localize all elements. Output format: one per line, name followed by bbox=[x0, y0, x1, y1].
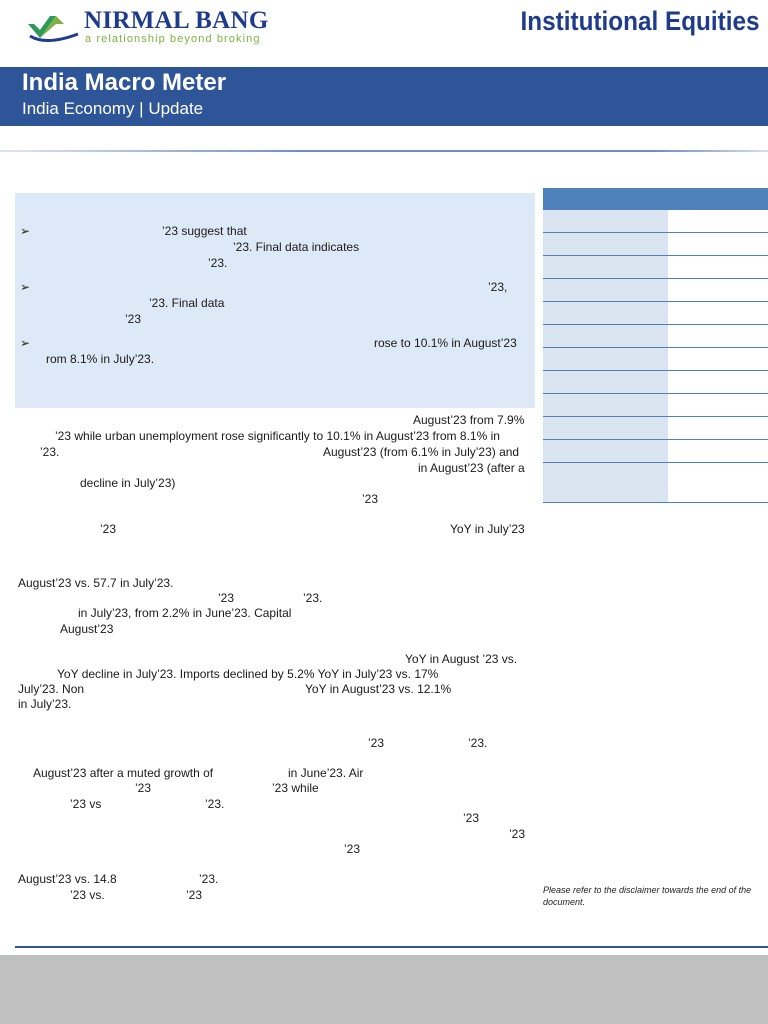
highlight-text: ’23. Final data bbox=[149, 296, 225, 310]
highlight-text: ’23 suggest that bbox=[162, 224, 247, 238]
body-text: August’23 vs. 14.8 bbox=[18, 872, 117, 886]
highlight-text: rose to 10.1% in August’23 bbox=[374, 336, 517, 350]
side-table-row bbox=[543, 480, 768, 503]
body-text: ’23 while urban unemployment rose significantly to 10.1% in August’23 from 8.1% in bbox=[55, 429, 500, 443]
report-subtitle: India Economy | Update bbox=[22, 99, 204, 118]
body-text: August’23 vs. 57.7 in July’23. bbox=[18, 576, 174, 590]
body-text: ’23. bbox=[40, 445, 60, 459]
bullet-icon: ➢ bbox=[20, 280, 31, 294]
side-table-row bbox=[543, 371, 768, 394]
body-text: ’23 bbox=[218, 591, 235, 605]
side-table-row bbox=[543, 348, 768, 371]
body-text: ’23 bbox=[135, 781, 152, 795]
side-table-row bbox=[543, 279, 768, 302]
bullet-icon: ➢ bbox=[20, 224, 31, 238]
body-text: ’23 while bbox=[272, 781, 319, 795]
body-text: YoY in August’23 vs. 12.1% bbox=[305, 682, 452, 696]
brand-tagline: a relationship beyond broking bbox=[85, 33, 261, 45]
body-text: August’23 after a muted growth of bbox=[33, 766, 214, 780]
highlight-text: ’23. bbox=[208, 256, 228, 270]
side-table-row bbox=[543, 302, 768, 325]
body-text: August’23 from 7.9% bbox=[413, 413, 525, 427]
side-table-row bbox=[543, 325, 768, 348]
brand-name: NIRMAL BANG bbox=[84, 7, 269, 34]
highlight-text: ’23. Final data indicates bbox=[233, 240, 360, 254]
body-text: ’23 vs bbox=[70, 797, 102, 811]
body-text: in August’23 (after a bbox=[418, 461, 525, 475]
body-text: ’23 vs. bbox=[70, 888, 105, 902]
body-text: July’23. Non bbox=[18, 682, 85, 696]
body-text: ’23. bbox=[205, 797, 225, 811]
body-text: decline in July’23) bbox=[80, 476, 176, 490]
highlights-box bbox=[15, 193, 535, 408]
body-text: in July’23, from 2.2% in June’23. Capital bbox=[78, 606, 292, 620]
body-text: ’23 bbox=[362, 492, 379, 506]
section-title: Institutional Equities bbox=[521, 6, 760, 36]
body-text: in June’23. Air bbox=[288, 766, 364, 780]
header-divider bbox=[0, 150, 768, 152]
body-text: in July’23. bbox=[18, 697, 72, 711]
body-text: August’23 bbox=[60, 622, 114, 636]
body-text: YoY decline in July’23. Imports declined by 5.2% YoY in July’23 vs. 17% bbox=[57, 667, 439, 681]
side-table-row bbox=[543, 417, 768, 440]
footer-band bbox=[0, 955, 768, 1024]
side-table-row bbox=[543, 210, 768, 233]
disclaimer-note: Please refer to the disclaimer towards the end of the document. bbox=[543, 885, 752, 907]
highlight-text: ’23, bbox=[488, 280, 508, 294]
side-table-row bbox=[543, 233, 768, 256]
body-text: ’23 bbox=[509, 827, 526, 841]
footer-divider bbox=[15, 946, 768, 948]
highlight-text: rom 8.1% in July’23. bbox=[46, 352, 155, 366]
side-table-header bbox=[543, 188, 768, 210]
body-text: ’23 bbox=[368, 736, 385, 750]
side-table-row bbox=[543, 394, 768, 417]
body-text: YoY in August ’23 vs. bbox=[405, 652, 518, 666]
bullet-icon: ➢ bbox=[20, 336, 31, 350]
report-title: India Macro Meter bbox=[22, 69, 227, 96]
side-table-row bbox=[543, 256, 768, 279]
nirmal-bang-logo-icon bbox=[26, 10, 82, 44]
highlight-text: ’23 bbox=[125, 312, 142, 326]
body-text: ’23 bbox=[100, 522, 117, 536]
body-text: ’23 bbox=[186, 888, 203, 902]
body-text: YoY in July’23 bbox=[450, 522, 525, 536]
body-text: ’23. bbox=[199, 872, 219, 886]
body-text: ’23. bbox=[303, 591, 323, 605]
body-text: ’23 bbox=[463, 811, 480, 825]
side-table-row bbox=[543, 440, 768, 463]
body-text: ’23. bbox=[468, 736, 488, 750]
body-text: ’23 bbox=[344, 842, 361, 856]
body-text: August’23 (from 6.1% in July’23) and bbox=[323, 445, 520, 459]
